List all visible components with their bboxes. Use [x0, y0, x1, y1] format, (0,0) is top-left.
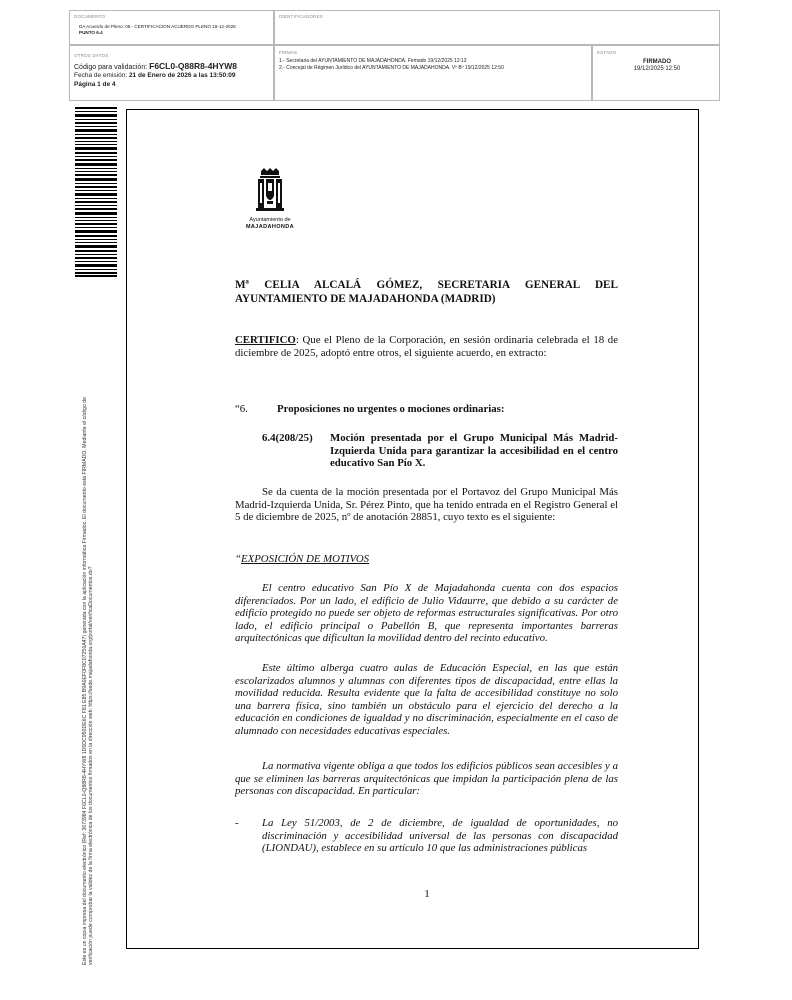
fecha-emision: [74, 72, 236, 80]
item-number: 6.4(208/25): [262, 432, 313, 444]
bullet-dash: -: [235, 817, 239, 829]
firma-1: 1.- Secretaria del AYUNTAMIENTO DE MAJADAHONDA. Firmado 19/12/2025 12:12: [279, 58, 467, 64]
otros-datos-label: OTROS DATOS: [74, 53, 109, 58]
document-title: Mª CELIA ALCALÁ GÓMEZ, SECRETARIA GENERAL DEL AYUNTAMIENTO DE MAJADAHONDA (MADRID): [235, 279, 618, 305]
page-number: 1: [424, 888, 430, 900]
identificadores-label: IDENTIFICADORES: [279, 14, 324, 19]
section-number: “6.: [235, 403, 248, 415]
logo-line-2: MAJADAHONDA: [245, 224, 295, 230]
header-estado-box: [592, 45, 720, 101]
estado-label: ESTADO: [597, 50, 617, 55]
documento-subtext: PUNTO 6.4: [79, 30, 103, 35]
exposicion-heading: [235, 553, 618, 566]
codigo-validacion: [74, 62, 237, 72]
intro-paragraph: Se da cuenta de la moción presentada por el Portavoz del Grupo Municipal Más Madrid-Izquierda Unida, Sr. Pérez Pinto, que ha tenido entrada en el Registro General el 5 de diciembre de 2025, nº de anotación 28851, cuyo texto es el siguiente:: [235, 486, 618, 524]
header-documento-box: [69, 10, 274, 45]
logo-text: [232, 217, 308, 231]
codigo-value: F6CL0-Q88R8-4HYW8: [149, 61, 237, 71]
estado-fecha: 19/12/2025 12:50: [633, 66, 681, 72]
header-otros-datos-box: [69, 45, 274, 101]
sidebar-line-1: Este es un copia impresa del documento electrónico (Ref: 3673984 F6CL0-Q88R8-4HYW8 1D5DC950DE6C F81 E85 B9A0EF0F8C07256A47) generada con la aplicación informática Firmadoc. El documento está FIRMADO. Mediante el código de: [82, 396, 88, 965]
paragraph-1: El centro educativo San Pío X de Majadahonda cuenta con dos espacios diferenciados. Por un lado, el edificio de Julio Vidaurre, que debido a su carácter de edificio protegido no puede ser objeto de reformas estructurales significativas. Por otro lado, el edificio principal o Pabellón B, que representa importantes barreras arquitectónicas que dificultan la movilidad dentro del recinto educativo.: [235, 582, 618, 645]
documento-text: DA Acuerdo de Pleno: 06.- CERTIFICACION ACUERDO PLENO 18-12-2025: [79, 24, 236, 29]
estado-value: FIRMADO: [643, 59, 671, 65]
header-firmas-box: [274, 45, 592, 101]
exposicion-title: EXPOSICIÓN DE MOTIVOS: [241, 553, 370, 565]
firma-2: 2.- Concejal de Régimen Jurídico del AYUNTAMIENTO DE MAJADAHONDA. Vº Bº 19/12/2025 12:50: [279, 65, 504, 71]
exposicion-quote: “: [235, 553, 242, 565]
barcode: [75, 107, 117, 277]
paragraph-2: Este último alberga cuatro aulas de Educación Especial, en las que están escolarizados alumnos y alumnas con diferentes tipos de discapacidad, entre ellas la movilidad reducida. Resulta evidente que la falta de accesibilidad constituye no solo una barrera física, sino también un obstáculo para el ejercicio del derecho a la educación en condiciones de igualdad y no discriminación, especialmente en el caso de alumnado con necesidades educativas especiales.: [235, 662, 618, 737]
fecha-label: Fecha de emisión:: [74, 72, 128, 79]
header-identificadores-box: [274, 10, 720, 45]
coat-of-arms-logo: [256, 168, 284, 212]
certifico-text: : Que el Pleno de la Corporación, en sesión ordinaria celebrada el 18 de diciembre de 2025, adoptó entre otros, el siguiente acuerdo, en extracto:: [235, 334, 618, 359]
bullet-item-1: [235, 817, 618, 855]
documento-label: DOCUMENTO: [74, 14, 106, 19]
sidebar-line-2: verificación puede comprobar la validez de la firma electrónica de los documentos firmados en la dirección web: https://sede.majadahonda.org/portal/verificaDocumentos.do?: [88, 566, 95, 965]
section-title: Proposiciones no urgentes o mociones ordinarias:: [277, 403, 505, 415]
fecha-value: 21 de Enero de 2026 a las 13:50:09: [128, 72, 236, 79]
certifico-paragraph: [235, 334, 618, 359]
item-heading: [262, 432, 618, 470]
certifico-label: CERTIFICO: [235, 334, 296, 346]
verification-sidebar: [82, 305, 94, 965]
item-title: Moción presentada por el Grupo Municipal Más Madrid-Izquierda Unida para garantizar la accesibilidad en el centro educativo San Pío X.: [330, 432, 618, 470]
firmas-label: FIRMAS: [279, 50, 298, 55]
bullet-text: La Ley 51/2003, de 2 de diciembre, de igualdad de oportunidades, no discriminación y accesibilidad universal de las personas con discapacidad (LIONDAU), establece en su artículo 10 que las administraciones públicas: [262, 817, 618, 855]
codigo-label: Código para validación:: [74, 64, 148, 71]
pagina-info: Página 1 de 4: [74, 81, 116, 88]
logo-line-1: Ayuntamiento de: [249, 217, 291, 223]
section-heading: [235, 403, 618, 416]
paragraph-3: La normativa vigente obliga a que todos los edificios públicos sean accesibles y a que se eliminen las barreras arquitectónicas que impidan la participación plena de las personas con discapacidad. En particular:: [235, 760, 618, 798]
